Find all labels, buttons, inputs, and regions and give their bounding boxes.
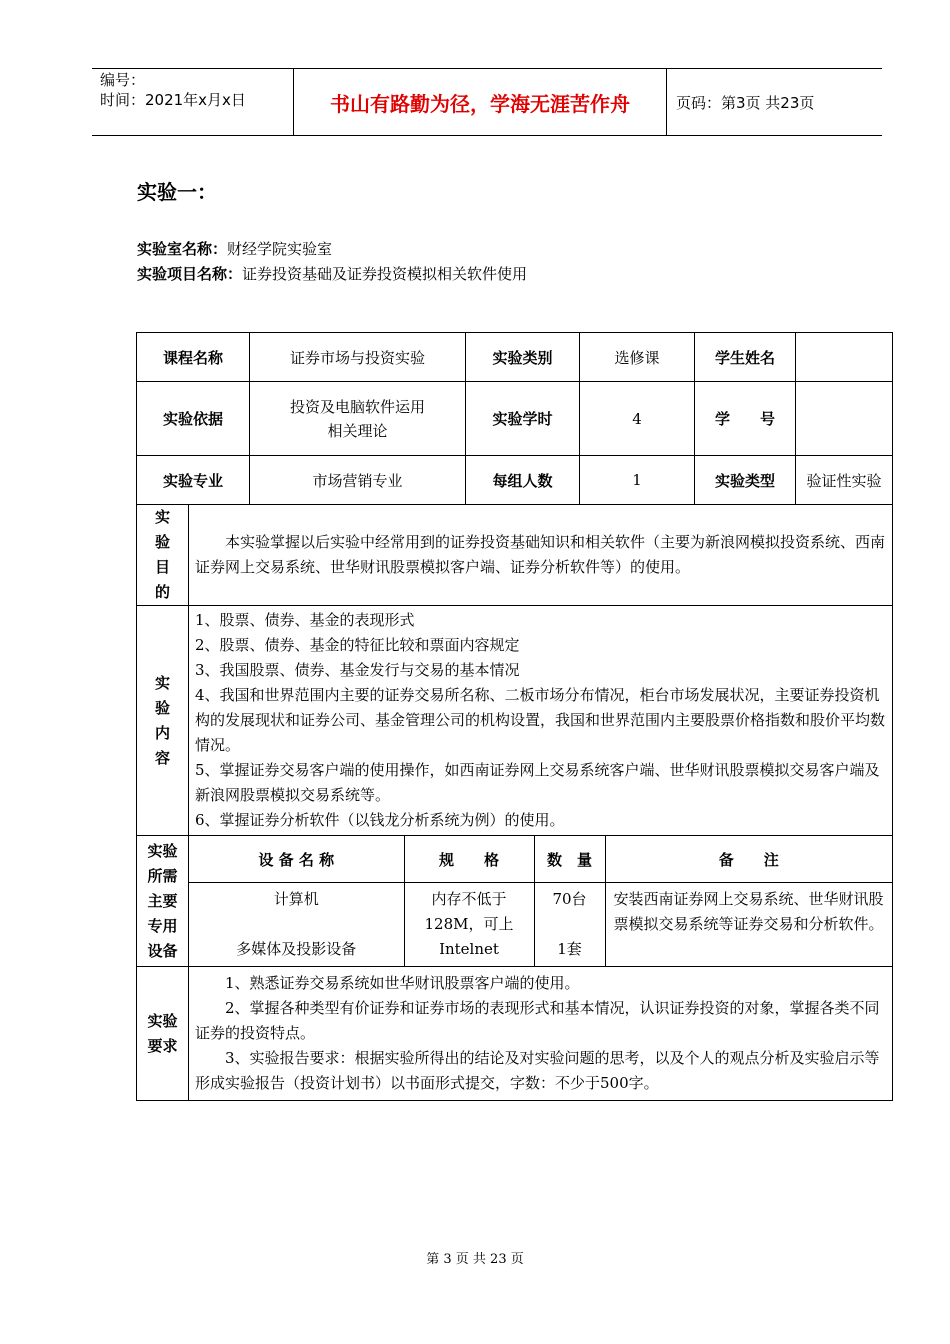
lab-room-line: [137, 238, 332, 259]
equipment-table: [189, 836, 892, 966]
basis-value-line-2: 相关理论: [327, 421, 388, 440]
equipment-qty: [534, 883, 605, 966]
table-row-basis: [137, 382, 893, 456]
list-item: 4、我国和世界范围内主要的证券交易所名称、二板市场分布情况，柜台市场发展状况，主要证券投资机构的发展现状和证券公司、基金管理公司的机构设置，我国和世界范围内主要股票价格指数和股价平均数情况。: [195, 686, 886, 754]
table-row-requirements: [137, 967, 893, 1101]
project-line: [137, 263, 527, 284]
list-item: 3、实验报告要求：根据实验所得出的结论及对实验问题的思考，以及个人的观点分析及实验启示等形成实验报告（投资计划书）以书面形式提交，字数：不少于500字。: [195, 1049, 880, 1092]
basis-value-line-1: 投资及电脑软件运用: [290, 397, 426, 416]
header-top-rule: [92, 68, 882, 69]
equipment-note-header: 备 注: [605, 836, 892, 883]
equipment-names: [189, 883, 404, 966]
hours-label: 实验学时: [466, 382, 580, 456]
table-row-purpose: [137, 505, 893, 606]
list-item: 2、掌握各种类型有价证券和证券市场的表现形式和基本情况，认识证券投资的对象，掌握各类不同证券的投资特点。: [195, 999, 880, 1042]
type-value: 选修课: [580, 333, 695, 382]
major-value: 市场营销专业: [250, 456, 466, 505]
purpose-text: 本实验掌握以后实验中经常用到的证券投资基础知识和相关软件（主要为新浪网模拟投资系统、西南证券网上交易系统、世华财讯股票模拟客户端、证券分析软件等）的使用。: [189, 505, 893, 606]
experiment-type-label: 实验类型: [695, 456, 796, 505]
table-row-course: [137, 333, 893, 382]
project-label: 实验项目名称：: [137, 265, 243, 283]
table-row-major: [137, 456, 893, 505]
equipment-header-row: [189, 836, 892, 883]
experiment-table: [136, 332, 893, 1101]
purpose-label: 实 验 目 的: [137, 505, 189, 606]
list-item: 2、股票、债券、基金的特征比较和票面内容规定: [195, 636, 520, 654]
equipment-qty-2: 1套: [557, 940, 582, 958]
list-item: 1、熟悉证券交易系统如世华财讯股票客户端的使用。: [225, 974, 580, 992]
student-name-value: [796, 333, 893, 382]
experiment-type-value: 验证性实验: [796, 456, 893, 505]
header-page-label: 页码：第3页 共23页: [676, 94, 815, 112]
table-row-content: [137, 606, 893, 836]
content-list: [189, 606, 893, 836]
document-title: 实验一：: [137, 180, 217, 204]
student-id-label: 学 号: [695, 382, 796, 456]
equipment-qty-1: 70台: [552, 890, 587, 908]
equipment-spec-header: 规 格: [404, 836, 534, 883]
basis-value: [250, 382, 466, 456]
group-size-value: 1: [580, 456, 695, 505]
student-name-label: 学生姓名: [695, 333, 796, 382]
equipment-body-row: [189, 883, 892, 966]
requirements-label: 实验 要求: [137, 967, 189, 1101]
project-value: 证券投资基础及证券投资模拟相关软件使用: [242, 265, 528, 283]
list-item: 5、掌握证券交易客户端的使用操作，如西南证券网上交易系统客户端、世华财讯股票模拟交易客户端及新浪网股票模拟交易系统等。: [195, 761, 880, 804]
type-label: 实验类别: [466, 333, 580, 382]
equipment-qty-header: 数 量: [534, 836, 605, 883]
header-number-label: 编号：: [100, 71, 146, 89]
equipment-label: 实验 所需 主要 专用 设备: [137, 836, 189, 967]
list-item: 1、股票、债券、基金的表现形式: [195, 611, 415, 629]
equipment-name-1: 计算机: [273, 890, 319, 908]
hours-value: 4: [580, 382, 695, 456]
basis-label: 实验依据: [137, 382, 250, 456]
header-bottom-rule: [92, 135, 882, 136]
header-left: [100, 70, 246, 110]
equipment-name-2: 多媒体及投影设备: [236, 940, 357, 958]
lab-room-value: 财经学院实验室: [227, 240, 333, 258]
major-label: 实验专业: [137, 456, 250, 505]
group-size-label: 每组人数: [466, 456, 580, 505]
content-label: 实 验 内 容: [137, 606, 189, 836]
student-id-value: [796, 382, 893, 456]
list-item: 3、我国股票、债券、基金发行与交易的基本情况: [195, 661, 520, 679]
page-footer: 第 3 页 共 23 页: [426, 1252, 524, 1267]
header-time-label: 时间：2021年x月x日: [100, 91, 246, 109]
equipment-cell: [189, 836, 893, 967]
header-motto: 书山有路勤为径，学海无涯苦作舟: [330, 92, 630, 116]
equipment-name-header: 设 备 名 称: [189, 836, 404, 883]
lab-room-label: 实验室名称：: [137, 240, 228, 258]
equipment-spec: 内存不低于 128M，可上 Intelnet: [404, 883, 534, 966]
requirements-list: [189, 967, 893, 1101]
equipment-note: 安装西南证券网上交易系统、世华财讯股票模拟交易系统等证券交易和分析软件。: [605, 883, 892, 966]
course-value: 证券市场与投资实验: [250, 333, 466, 382]
header-divider-right: [666, 68, 667, 136]
course-label: 课程名称: [137, 333, 250, 382]
list-item: 6、掌握证券分析软件（以钱龙分析系统为例）的使用。: [195, 811, 565, 829]
table-row-equipment: [137, 836, 893, 967]
